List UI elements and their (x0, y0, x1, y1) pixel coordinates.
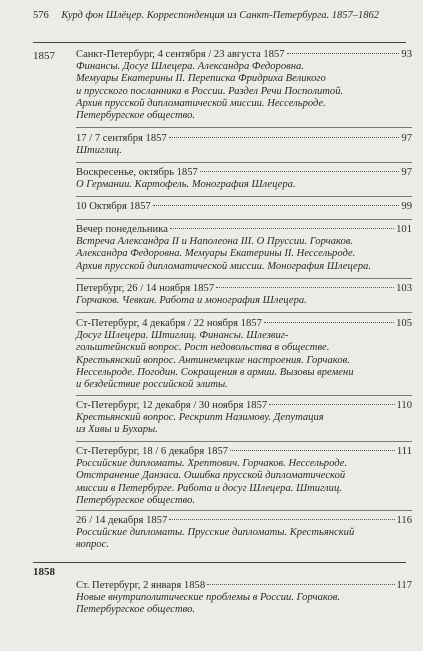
toc-entry (76, 201, 412, 213)
entry-desc-line: Петербургское общество. (76, 110, 196, 121)
entry-page: 117 (396, 580, 412, 591)
entry-desc-line: Встреча Александра II и Наполеона III. О Пруссии. Горчаков. (76, 236, 354, 248)
entry-separator (76, 395, 412, 396)
entry-page: 111 (396, 446, 412, 457)
entry-desc-line: Нессельроде. Погодин. Сокращения в армии. Вызовы времени (76, 366, 354, 378)
entry-desc-line: и прусского посланника в России. Раздел Речи Посполитой. (76, 85, 344, 97)
entry-desc-line: Досуг Шлецера. Штиглиц. Финансы. Шлезвиг- (76, 330, 289, 342)
entry-separator (76, 219, 412, 220)
entry-desc-line: Новые внутриполитические проблемы в России. Горчаков. (76, 592, 341, 604)
entry-place: Вечер понедельника (76, 224, 168, 235)
entry-place: 17 / 7 сентября 1857 (76, 133, 167, 144)
toc-entry (76, 283, 412, 307)
entry-place: Ст-Петербург, 18 / 6 декабря 1857 (76, 446, 229, 457)
entry-desc-line: Петербургское общество. (76, 604, 196, 616)
entry-desc-line: Финансы. Досуг Шлецера. Александра Федоровна. (76, 61, 304, 73)
entry-page: 97 (401, 167, 412, 178)
entry-place: Петербург, 26 / 14 ноября 1857 (76, 283, 215, 294)
entry-desc-line: Российские дипломаты. Хрептович. Горчаков. Нессельроде. (76, 458, 348, 470)
running-title: Курд фон Шлёцер. Корреспонденция из Санкт-Петербурга. 1857–1862 (61, 10, 379, 21)
toc-entry (76, 133, 412, 157)
toc-entry (76, 318, 412, 391)
entry-separator (76, 127, 412, 128)
entry-desc-line: Горчаков. Чевкин. Работа и монография Шлецера. (76, 295, 307, 307)
section-divider (33, 42, 406, 43)
toc-entry (76, 400, 412, 437)
entry-place: Воскресенье, октябрь 1857 (76, 167, 198, 178)
year-heading: 1857 (33, 50, 55, 62)
entry-page: 105 (396, 318, 412, 329)
entry-page: 93 (401, 49, 412, 60)
entry-desc-line: вопрос. (76, 539, 109, 551)
entry-desc-line: Мемуары Екатерины II. Переписка Фридриха Великого (76, 73, 326, 85)
entry-desc-line: Крестьянский вопрос. Рескрипт Назимову. Депутация (76, 412, 324, 424)
entry-desc-line: О Германии. Картофель. Монография Шлецера. (76, 179, 296, 191)
entry-desc-line: Архив прусской дипломатической миссии. Нессельроде. (76, 97, 326, 109)
entry-desc-line: Отстранение Данзаса. Ошибка прусской дипломатической (76, 470, 346, 482)
toc-entry (76, 515, 412, 552)
entry-desc-line: и бездействие российской элиты. (76, 379, 228, 390)
entry-page: 103 (396, 283, 412, 294)
entry-place: Санкт-Петербург, 4 сентября / 23 августа 1857 (76, 49, 285, 60)
entry-place: 10 Октября 1857 (76, 201, 151, 212)
entry-desc-line: Архив прусской дипломатической миссии. Монография Шлецера. (76, 260, 372, 272)
entry-desc-line: Александра Федоровна. Мемуары Екатерины II. Нессельроде. (76, 248, 356, 260)
year-heading: 1858 (33, 566, 55, 578)
entry-desc-line: миссии в Петербурге. Работа и досуг Шлецера. Штиглиц. (76, 482, 342, 494)
entry-page: 99 (401, 201, 412, 212)
entry-separator (76, 278, 412, 279)
toc-entry (76, 167, 412, 191)
toc-entry (76, 224, 412, 273)
entry-separator (76, 441, 412, 442)
entry-place: 26 / 14 декабря 1857 (76, 515, 168, 526)
entry-place: Ст. Петербург, 2 января 1858 (76, 580, 206, 591)
entry-desc-line: гольштейнский вопрос. Рост недовольства в обществе. (76, 342, 330, 354)
entry-page: 97 (401, 133, 412, 144)
entry-place: Ст-Петербург, 4 декабря / 22 ноября 1857 (76, 318, 262, 329)
entry-place: Ст-Петербург, 12 декабря / 30 ноября 1857 (76, 400, 268, 411)
entry-separator (76, 510, 412, 511)
entry-desc-line: Российские дипломаты. Прусские дипломаты. Крестьянский (76, 527, 355, 539)
entry-page: 110 (396, 400, 412, 411)
toc-entry (76, 49, 412, 122)
toc-entry (76, 580, 412, 617)
entry-separator (76, 312, 412, 313)
section-divider (33, 562, 406, 563)
page-header (33, 10, 403, 21)
entry-desc-line: Петербургское общество. (76, 494, 196, 506)
page-number: 576 (33, 10, 49, 21)
toc-entry (76, 446, 412, 507)
entry-desc-line: Штиглиц. (76, 145, 122, 157)
entry-desc-line: Крестьянский вопрос. Антинемецкие настроения. Горчаков. (76, 354, 350, 366)
entry-separator (76, 196, 412, 197)
entry-page: 116 (396, 515, 412, 526)
entry-page: 101 (396, 224, 412, 235)
entry-desc-line: из Хивы и Бухары. (76, 424, 158, 436)
entry-separator (76, 162, 412, 163)
